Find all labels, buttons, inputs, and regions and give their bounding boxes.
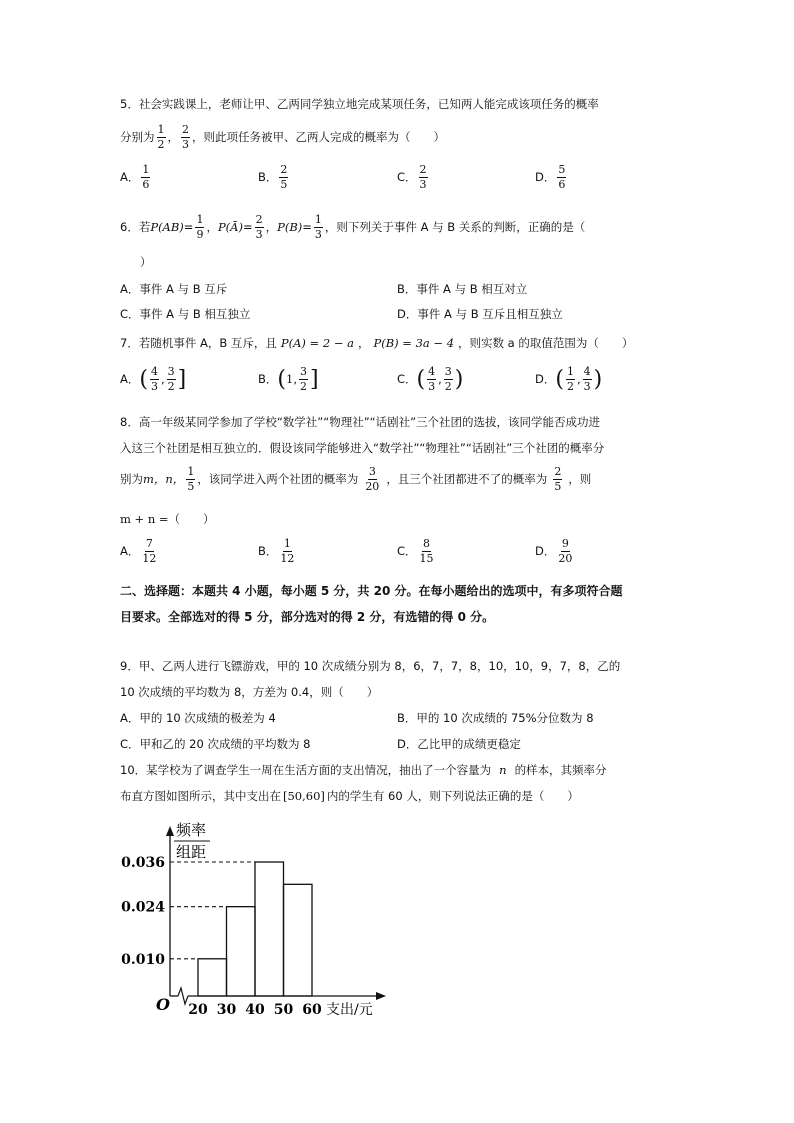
q7-option-d[interactable]: D． ( $\frac{1}{2}$ , $\frac{4}{3}$ ) — [535, 365, 603, 393]
x-tick-label: 40 — [245, 1002, 265, 1018]
q9-line1: 9．甲、乙两人进行飞镖游戏，甲的 10 次成绩分别为 8，6，7，7，8，10，10，9，7，8，乙的 — [120, 659, 621, 673]
q5-frac2 — [181, 124, 190, 150]
q7-pb: P(B) = 3a − 4 — [373, 336, 455, 350]
q5-line2: 分别为 $\frac{1}{2}$ ， $\frac{2}{3}$ ，则此项任务被甲、乙两人完成的概率为（ ） — [120, 123, 445, 151]
q8-option-c-den: 15 — [419, 551, 434, 565]
q5-option-a-label: A． — [120, 170, 140, 185]
q6-frac2-num: 2 — [255, 213, 263, 226]
q6-post: ，则下列关于事件 A 与 B 关系的判断，正确的是（ — [324, 220, 586, 235]
q5-frac2-num: 2 — [182, 123, 189, 136]
q6-frac3-den: 3 — [314, 227, 322, 241]
q7-option-a-label: A． — [120, 372, 140, 387]
q8-frac3-num: 2 — [554, 465, 562, 478]
q5-option-c[interactable] — [397, 164, 430, 190]
q9-option-b[interactable]: B．甲的 10 次成绩的 75%分位数为 8 — [397, 711, 594, 725]
q7-option-c-d2: 2 — [444, 379, 452, 393]
y-tick-label: 0.024 — [121, 899, 165, 916]
q7-option-a-n1: 4 — [150, 365, 158, 378]
q7-option-a-lparen: ( — [139, 366, 148, 392]
q8-frac2-den: 20 — [365, 479, 380, 493]
q10-line1-pre: 10．某学校为了调查学生一周在生活方面的支出情况，抽出了一个容量为 — [120, 763, 492, 777]
q7-option-c-n1: 4 — [428, 365, 436, 378]
x-axis-label: 支出/元 — [326, 1002, 373, 1018]
y-label-numerator: 频率 — [176, 821, 207, 839]
q7-option-a-d1: 3 — [150, 379, 158, 393]
q7-option-b[interactable]: B． ( 1 , $\frac{3}{2}$ ] — [258, 365, 319, 393]
q6-option-d[interactable]: D．事件 A 与 B 互斥且相互独立 — [397, 307, 563, 321]
q5-option-c-label: C． — [397, 170, 417, 185]
q10-line2-pre: 布直方图如图所示，其中支出在 — [120, 789, 281, 803]
q7-option-c[interactable]: C． ( $\frac{4}{3}$ , $\frac{3}{2}$ ) — [397, 365, 464, 393]
q6-frac1-den: 9 — [196, 227, 204, 241]
x-tick-label: 30 — [216, 1002, 237, 1018]
x-axis-break — [178, 988, 188, 1004]
q7-option-c-label: C． — [397, 372, 417, 387]
q5-line2-post: ，则此项任务被甲、乙两人完成的概率为（ ） — [192, 130, 445, 145]
q8-frac1-den: 5 — [187, 479, 195, 493]
x-axis-arrow — [376, 992, 386, 1000]
q8-option-d-label: D． — [535, 544, 556, 559]
q6-eq1: = — [183, 220, 194, 235]
q5-line2-pre: 分别为 — [120, 130, 155, 145]
q6-line2: ） — [140, 255, 152, 269]
q7-pa: P(A) = 2 − a — [280, 336, 354, 350]
q5-line1: 5．社会实践课上，老师让甲、乙两同学独立地完成某项任务，已知两人能完成该项任务的概率 — [120, 97, 599, 111]
q5-option-d[interactable] — [535, 164, 568, 190]
q5-option-d-den: 6 — [558, 177, 566, 191]
x-tick-label: 20 — [188, 1002, 208, 1018]
q6-frac1-num: 1 — [196, 213, 204, 226]
y-tick-label: 0.010 — [121, 951, 165, 968]
q8-option-d-num: 9 — [561, 537, 569, 550]
q7-option-d-lparen: ( — [555, 366, 564, 392]
q7-option-a[interactable]: A． ( $\frac{4}{3}$ , $\frac{3}{2}$ ] — [120, 365, 187, 393]
q5-option-c-den: 3 — [419, 177, 427, 191]
q5-option-b-den: 5 — [280, 177, 288, 191]
q5-frac1-den: 2 — [157, 137, 165, 151]
q8-line4: m + n =（ ） — [120, 512, 215, 526]
q7-option-b-lparen: ( — [277, 366, 286, 392]
q8-line3-mid2: ，且三个社团都进不了的概率为 — [386, 472, 548, 487]
q9-option-d[interactable]: D．乙比甲的成绩更稳定 — [397, 737, 521, 751]
histogram-bar — [198, 959, 227, 996]
q7-option-b-n2: 3 — [299, 365, 307, 378]
q8-option-d-den: 20 — [558, 551, 573, 565]
q5-frac1-num: 1 — [157, 123, 165, 136]
q8-option-b-label: B． — [258, 544, 278, 559]
q6-frac2-den: 3 — [255, 227, 263, 241]
q5-option-a-den: 6 — [142, 177, 150, 191]
q7-option-b-label: B． — [258, 372, 278, 387]
q5-option-a-num: 1 — [142, 163, 150, 176]
q7-post: ，则实数 a 的取值范围为（ ） — [458, 336, 634, 350]
q5-option-b-num: 2 — [280, 163, 288, 176]
x-tick-label: 60 — [302, 1002, 322, 1018]
q8-line3 — [120, 466, 591, 492]
q5-option-c-num: 2 — [419, 163, 427, 176]
q8-option-b-num: 1 — [283, 537, 291, 550]
q8-line3-pre: 别为 — [120, 472, 143, 487]
q6-option-b[interactable]: B．事件 A 与 B 相互对立 — [397, 282, 528, 296]
q7-option-c-d1: 3 — [428, 379, 436, 393]
q8-option-a-den: 12 — [142, 551, 157, 565]
y-label-denominator: 组距 — [176, 843, 207, 861]
frequency-histogram — [110, 818, 400, 1023]
histogram-bar — [227, 907, 256, 996]
q10-line1-post: 的样本，其频率分 — [514, 763, 607, 777]
q10-line2-post: 内的学生有 60 人，则下列说法正确的是（ ） — [326, 789, 579, 803]
q7-option-a-rparen: ] — [177, 366, 187, 392]
y-axis-arrow — [166, 826, 174, 836]
q8-line3-mid: ，该同学进入两个社团的概率为 — [197, 472, 359, 487]
q8-option-b[interactable] — [258, 538, 297, 564]
q8-frac3-den: 5 — [554, 479, 562, 493]
q6-line1: 6．若 P(AB) = $\frac{1}{9}$ ， P(Ā) = $\frac{2}{3}$ ， P(B) = $\frac{1}{3}$ ，则下列关于事件 A 与 B 关系的判断，正确的是（ — [120, 213, 586, 241]
q7-option-d-d2: 3 — [583, 379, 591, 393]
q7-option-d-label: D． — [535, 372, 556, 387]
q5-frac2-den: 3 — [182, 137, 189, 151]
q7-option-b-d2: 2 — [299, 379, 307, 393]
q8-option-b-den: 12 — [280, 551, 295, 565]
q7-option-d-n2: 4 — [583, 365, 591, 378]
q8-frac1-num: 1 — [187, 465, 195, 478]
q5-option-d-num: 5 — [558, 163, 566, 176]
origin-label: O — [156, 995, 170, 1014]
y-tick-label: 0.036 — [121, 855, 165, 871]
q6-pab: P(AB) — [150, 220, 184, 235]
q10-line1 — [120, 762, 607, 778]
q5-option-b[interactable] — [258, 164, 290, 190]
q7-option-b-rparen: ] — [309, 366, 319, 392]
q7-option-a-n2: 3 — [167, 365, 175, 378]
q9-option-a[interactable]: A．甲的 10 次成绩的极差为 4 — [120, 711, 276, 725]
histogram-bar — [255, 862, 284, 996]
q7-option-a-d2: 2 — [167, 379, 175, 393]
x-tick-label: 50 — [273, 1002, 294, 1018]
q10-line2 — [120, 788, 579, 804]
q6-pre: 6．若 — [120, 220, 151, 235]
q5-option-a[interactable] — [120, 164, 152, 190]
q8-line3-post: ，则 — [568, 472, 592, 487]
q8-vars: m，n， — [143, 472, 185, 487]
q7-option-d-n1: 1 — [566, 365, 574, 378]
q5-frac1 — [157, 124, 166, 150]
q8-option-a[interactable] — [120, 538, 159, 564]
q10-n: n — [499, 763, 507, 777]
q8-option-a-num: 7 — [145, 537, 153, 550]
q8-option-c[interactable] — [397, 538, 437, 564]
section2-line1: 二、选择题：本题共 4 小题，每小题 5 分，共 20 分。在每小题给出的选项中，有多项符合题 — [120, 584, 623, 598]
q5-option-b-label: B． — [258, 170, 278, 185]
histogram-bar — [284, 884, 313, 996]
q6-option-a[interactable]: A．事件 A 与 B 互斥 — [120, 282, 228, 296]
q10-interval: [50,60] — [283, 789, 325, 803]
q7-option-c-lparen: ( — [416, 366, 426, 392]
q7-option-b-a: 1 — [285, 372, 294, 387]
q8-option-c-label: C． — [397, 544, 417, 559]
q8-line1: 8．高一年级某同学参加了学校“数学社”“物理社”“话剧社”三个社团的选拔，该同学能否成功进 — [120, 415, 601, 429]
q9-option-c[interactable]: C．甲和乙的 20 次成绩的平均数为 8 — [120, 737, 311, 751]
q8-option-a-label: A． — [120, 544, 140, 559]
q8-option-d[interactable] — [535, 538, 575, 564]
q9-line2: 10 次成绩的平均数为 8，方差为 0.4，则（ ） — [120, 685, 379, 699]
q8-option-c-num: 8 — [423, 537, 431, 550]
q6-frac3-num: 1 — [314, 213, 322, 226]
q5-option-d-label: D． — [535, 170, 556, 185]
q7-line1: 7．若随机事件 A，B 互斥，且 P(A) = 2 − a ， P(B) = 3a − 4 ，则实数 a 的取值范围为（ ） — [120, 336, 634, 350]
q8-frac2-num: 3 — [368, 465, 376, 478]
q7-option-d-rparen: ) — [593, 366, 603, 392]
q6-option-c[interactable]: C．事件 A 与 B 相互独立 — [120, 307, 251, 321]
q7-option-d-d1: 2 — [566, 379, 574, 393]
section2-line2: 目要求。全部选对的得 5 分，部分选对的得 2 分，有选错的得 0 分。 — [120, 610, 495, 624]
q7-option-c-rparen: ) — [454, 366, 464, 392]
q8-line2: 入这三个社团是相互独立的．假设该同学能够进入“数学社”“物理社”“话剧社”三个社团的概率分 — [120, 441, 605, 455]
q6-pa: P(Ā) — [217, 220, 243, 235]
q7-option-c-n2: 3 — [444, 365, 452, 378]
q7-pre: 7．若随机事件 A，B 互斥，且 — [120, 336, 277, 350]
q6-pb: P(B) — [277, 220, 303, 235]
